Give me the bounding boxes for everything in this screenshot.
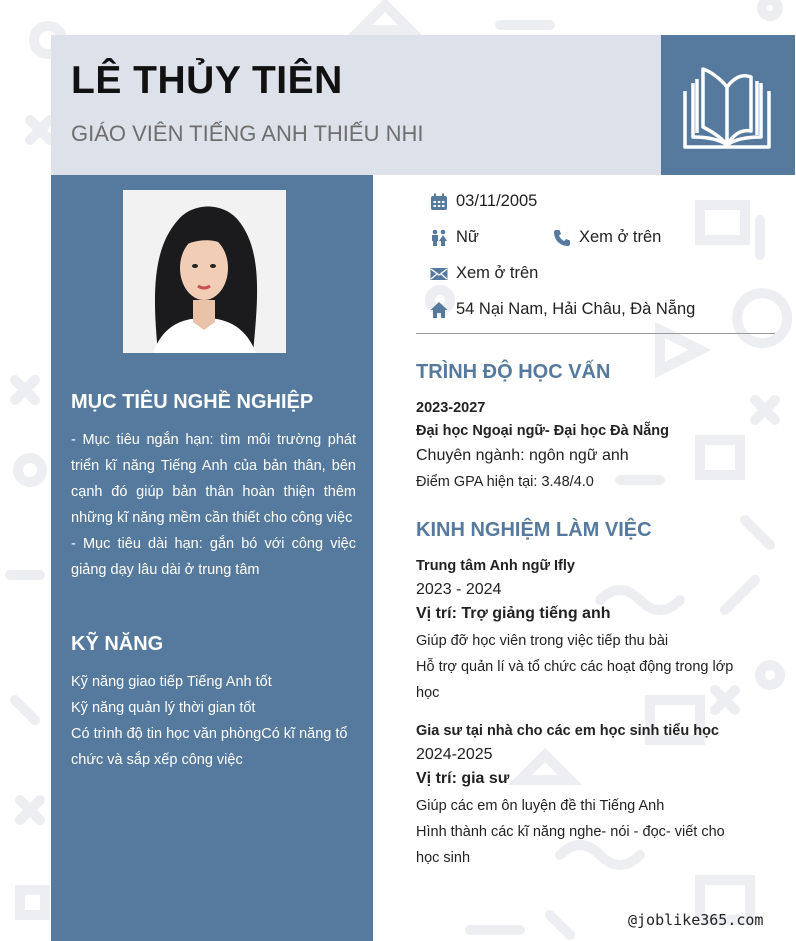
education-heading: TRÌNH ĐỘ HỌC VẤN [416,361,611,383]
portrait-image [123,190,286,353]
job-role: Vị trí: Trợ giảng tiếng anh [416,605,611,622]
education-years: 2023-2027 [416,400,486,416]
job-duty: Hình thành các kĩ năng nghe- nói - đọc- viết cho học sinh [416,824,725,866]
education-major: Chuyên ngành: ngôn ngữ anh [416,447,629,464]
dob-row [430,192,537,211]
watermark: @joblike365.com [628,911,764,929]
phone-row [553,228,661,247]
phone-icon [553,229,571,247]
objective-text [71,427,356,583]
skill-item: Kỹ năng giao tiếp Tiếng Anh tốt [71,674,272,690]
contact-divider [416,333,775,334]
education-school: Đại học Ngoại ngữ- Đại học Đà Nẵng [416,423,669,439]
job-title: GIÁO VIÊN TIẾNG ANH THIẾU NHI [71,121,424,146]
job-duties [416,628,736,706]
job-org: Gia sư tại nhà cho các em học sinh tiểu học [416,723,719,739]
job-duty: Hỗ trợ quản lí và tổ chức các hoạt động trong lớp học [416,659,734,701]
address-row [430,300,695,319]
calendar-icon [430,193,448,211]
open-book-icon [679,57,775,153]
address-value: 54 Nại Nam, Hải Châu, Đà Nẵng [456,300,696,318]
objective-heading: MỤC TIÊU NGHỀ NGHIỆP [71,391,314,413]
email-row [430,264,538,283]
skills-heading: KỸ NĂNG [71,633,164,655]
short-term-objective: - Mục tiêu ngắn hạn: tìm môi trường phát triển kĩ năng Tiếng Anh của bản thân, bên cạnh đó giúp bản thân hoàn thiện thêm những kĩ năng mềm cần thiết cho công việc [71,432,356,526]
job-duty: Giúp đỡ học viên trong việc tiếp thu bài [416,633,669,649]
candidate-name: LÊ THỦY TIÊN [71,59,343,102]
profile-photo [123,190,286,353]
job-duty: Giúp các em ôn luyện đề thi Tiếng Anh [416,798,665,814]
job-duties [416,793,736,871]
job-role: Vị trí: gia sư [416,770,510,787]
job-period: 2023 - 2024 [416,581,502,598]
logo-box [661,35,795,175]
job-org: Trung tâm Anh ngữ Ifly [416,558,575,574]
skill-item: Có trình độ tin học văn phòngCó kĩ năng tổ chức và sắp xếp công việc [71,726,348,768]
people-icon [430,229,448,247]
education-gpa: Điểm GPA hiện tại: 3.48/4.0 [416,474,594,490]
header-banner [51,35,661,175]
long-term-objective: - Mục tiêu dài hạn: gắn bó với công việc giảng dạy lâu dài ở trung tâm [71,536,356,578]
skills-list [71,669,361,773]
dob-value: 03/11/2005 [456,192,538,210]
email-value[interactable]: Xem ở trên [456,264,539,282]
phone-value[interactable]: Xem ở trên [579,228,662,246]
home-icon [430,301,448,319]
experience-heading: KINH NGHIỆM LÀM VIỆC [416,519,652,541]
left-sidebar [51,175,373,941]
job-period: 2024-2025 [416,746,493,763]
mail-icon [430,265,448,283]
skill-item: Kỹ năng quản lý thời gian tốt [71,700,256,716]
gender-row [430,228,479,247]
gender-value: Nữ [456,228,479,246]
